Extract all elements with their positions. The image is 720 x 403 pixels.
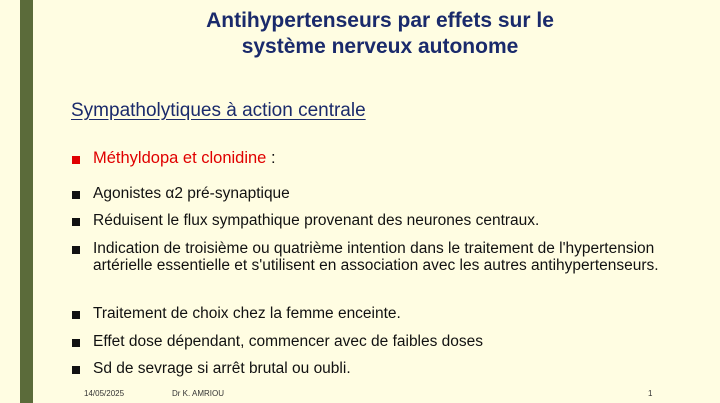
bullet-square-icon [72,311,80,319]
bullet-square-icon [72,156,80,164]
bullet-square-icon [72,246,80,254]
list-item-text: Traitement de choix chez la femme enceinte. [93,305,401,322]
left-decorative-stripe [20,0,33,403]
slide-title [60,8,700,60]
section-subtitle: Sympatholytiques à action centrale [71,100,366,121]
list-item-text: Réduisent le flux sympathique provenant des neurones centraux. [93,212,540,229]
drug-names: Méthyldopa et clonidine [93,149,267,167]
footer-date: 14/05/2025 [84,389,125,398]
footer-page-number: 1 [648,389,653,398]
list-item-text: Indication de troisième ou quatrième intention dans le traitement de l'hypertension artérielle essentielle et s'utilisent en association avec les autres antihypertenseurs. [93,240,659,274]
list-item-text: Agonistes α2 pré-synaptique [93,185,290,202]
heading-colon: : [266,149,276,167]
bullet-square-icon [72,191,80,199]
left-margin [0,0,20,403]
bullet-square-icon [72,339,80,347]
bullet-square-icon [72,218,80,226]
list-item-text: Sd de sevrage si arrêt brutal ou oubli. [93,360,351,377]
list-item-text: Effet dose dépendant, commencer avec de faibles doses [93,333,484,350]
footer-author: Dr K. AMRIOU [172,389,225,398]
slide-title-line-2: système nerveux autonome [241,35,519,58]
bullet-square-icon [72,366,80,374]
slide-title-line-1: Antihypertenseurs par effets sur le [206,9,554,32]
bullet-heading-text [93,150,673,167]
